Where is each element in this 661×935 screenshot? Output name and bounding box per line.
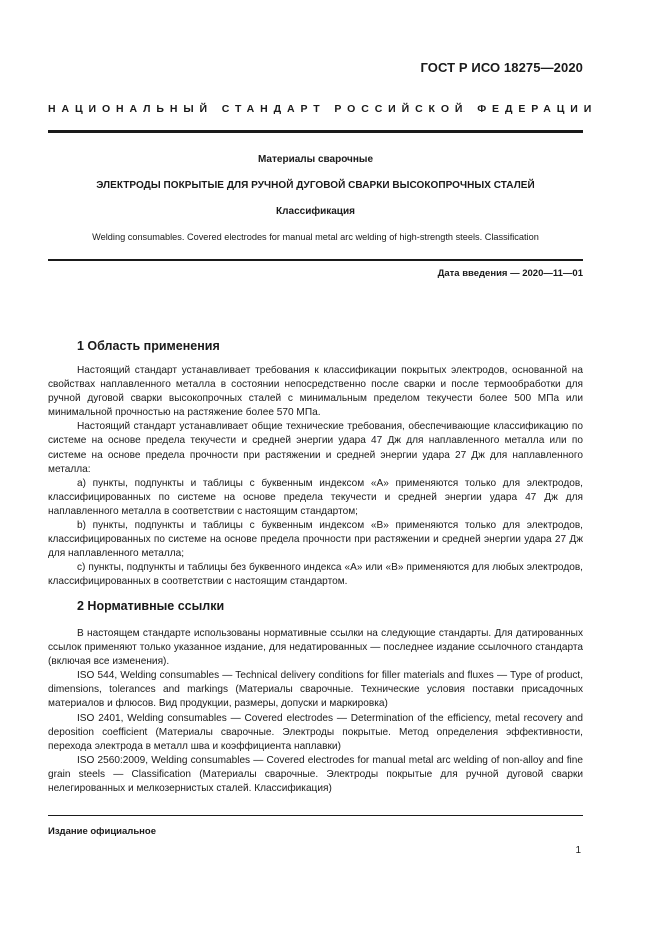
reference-item: ISO 2560:2009, Welding consumables — Covered electrodes for manual metal arc welding of non-alloy and fine grain steels — Classification (Материалы сварочные. Электроды покрытые для ручной дуговой сварки нелегированных и мелкозернистых сталей. Классификация) <box>48 754 583 795</box>
section-body-normative-references <box>48 627 583 796</box>
section-heading-scope: 1 Область применения <box>77 339 220 353</box>
paragraph: В настоящем стандарте использованы нормативные ссылки на следующие стандарты. Для датированных ссылок применяют только указанное издание, для недатированных — последнее издание ссылочного стандарта (включая все изменения). <box>48 628 583 668</box>
footer-rule <box>48 815 583 816</box>
list-item: a) пункты, подпункты и таблицы с буквенным индексом «A» применяются только для электродов, классифицированных по системе на основе предела текучести и средней энергии удара 47 Дж для наплавленного металла в соответствии с настоящим стандартом; <box>48 477 583 517</box>
section-heading-normative-references: 2 Нормативные ссылки <box>77 599 225 613</box>
title-subject: Материалы сварочные <box>257 154 373 165</box>
page-number: 1 <box>575 845 581 856</box>
reference-item: ISO 2401, Welding consumables — Covered electrodes — Determination of the efficiency, metal recovery and deposition coefficient (Материалы сварочные. Электроды покрытые. Метод определения эффективности, перехода электрода в металл шва и коэффициента наплавки) <box>48 712 583 752</box>
section-body-scope <box>48 364 583 590</box>
paragraph: Настоящий стандарт устанавливает общие технические требования, обеспечивающие классификацию по системе на основе предела текучести и средней энергии удара 47 Дж для наплавленного металла или по системе на основе предела прочности при растяжении и средней энергии удара 27 Дж для наплавленного металла: <box>48 421 583 475</box>
title-classification: Классификация <box>276 206 355 217</box>
reference-item: ISO 544, Welding consumables — Technical delivery conditions for filler materials and fluxes — Type of product, dimensions, tolerances and markings (Материалы сварочные. Технические условия поставки присадочных материалов и флюсов. Вид продукции, размеры, допуски и маркировка) <box>48 670 583 710</box>
official-edition-label: Издание официальное <box>48 826 156 837</box>
header-rule <box>48 130 583 133</box>
title-main: ЭЛЕКТРОДЫ ПОКРЫТЫЕ ДЛЯ РУЧНОЙ ДУГОВОЙ СВАРКИ ВЫСОКОПРОЧНЫХ СТАЛЕЙ <box>96 180 535 191</box>
list-item: b) пункты, подпункты и таблицы с буквенным индексом «B» применяются только для электродов, классифицированных по системе на основе предела прочности при растяжении и средней энергии удара 27 Дж для наплавленного металла; <box>48 520 583 560</box>
standard-number: ГОСТ Р ИСО 18275—2020 <box>420 60 583 75</box>
paragraph: Настоящий стандарт устанавливает требования к классификации покрытых электродов, основанной на свойствах наплавленного металла в состоянии непосредственно после сварки и после термообработки для ручной дуговой сварки высокопрочных сталей с минимальным пределом текучести более 500 МПа или минимальной прочностью на растяжение более 570 МПа. <box>48 365 583 419</box>
introduction-date: Дата введения — 2020—11—01 <box>437 268 583 279</box>
title-english: Welding consumables. Covered electrodes for manual metal arc welding of high-strength steels. Classification <box>92 232 539 242</box>
national-standard-banner: НАЦИОНАЛЬНЫЙ СТАНДАРТ РОССИЙСКОЙ ФЕДЕРАЦИИ <box>48 103 598 115</box>
list-item: c) пункты, подпункты и таблицы без буквенного индекса «A» или «B» применяются для любых электродов, классифицированных в соответствии с настоящим стандартом. <box>48 562 583 588</box>
title-rule <box>48 259 583 261</box>
